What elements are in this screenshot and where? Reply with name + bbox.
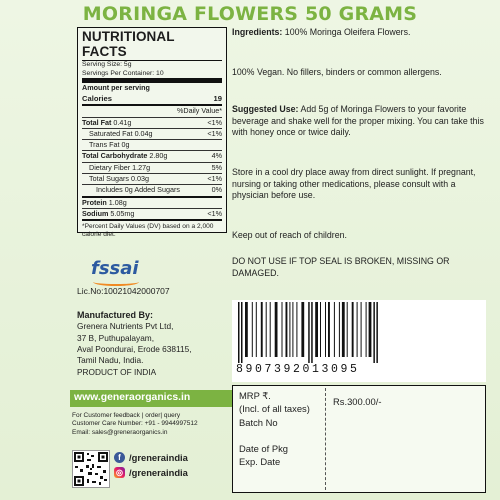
calories-row: Calories 19 — [82, 93, 222, 103]
manufacturer-line: Aval Poondurai, Erode 638115, — [77, 344, 192, 355]
fssai-logo: fssai — [91, 258, 139, 279]
qr-code[interactable] — [72, 450, 110, 488]
website-link[interactable]: www.generaorganics.in — [70, 390, 233, 407]
instagram-handle[interactable] — [114, 467, 188, 478]
instagram-handle-text: /greneraindia — [129, 467, 188, 478]
contact-email: Email: sales@greneraorganics.in — [72, 428, 168, 436]
nutrition-row: Protein 1.08g — [82, 196, 222, 208]
pkg-date-label: Date of Pkg — [239, 443, 288, 454]
nutrition-footnote: *Percent Daily Values (DV) based on a 2,000 calorie diet. — [82, 219, 222, 239]
product-title: MORINGA FLOWERS 50 GRAMS — [82, 3, 418, 25]
batch-label: Batch No — [239, 417, 278, 428]
children-warning: Keep out of reach of children. — [232, 230, 347, 240]
exp-date-label: Exp. Date — [239, 456, 281, 467]
vegan-statement: 100% Vegan. No fillers, binders or common allergens. — [232, 67, 442, 77]
dv-header: %Daily Value* — [176, 106, 222, 116]
serving-size: Serving Size: 5g — [82, 60, 132, 68]
barcode-digits: 8907392013095 — [236, 363, 484, 376]
nutrition-row: Dietary Fiber 1.27g 5% — [82, 162, 222, 173]
servings-per-container: Servings Per Container: 10 — [82, 70, 222, 80]
ingredients: Ingredients: 100% Moringa Oleifera Flowers. — [232, 27, 411, 37]
facebook-icon: f — [114, 452, 125, 463]
mrp-label: MRP ₹. — [239, 390, 271, 401]
nutrition-row: Saturated Fat 0.04g <1% — [82, 128, 222, 139]
mrp-value: Rs.300.00/- — [333, 396, 382, 407]
fssai-license: Lic.No:10021042000707 — [77, 286, 170, 296]
contact-block — [72, 412, 242, 437]
nutrition-row: Includes 0g Added Sugars 0% — [82, 184, 222, 195]
fssai-logo-arc — [93, 278, 139, 286]
seal-warning: DO NOT USE IF TOP SEAL IS BROKEN, MISSING OR DAMAGED. — [232, 256, 450, 278]
nutrition-row: Total Carbohydrate 2.80g 4% — [82, 151, 222, 161]
nutrition-rows — [82, 117, 222, 220]
manufacturer-heading: Manufactured By: — [77, 310, 154, 320]
nutrition-row: Total Fat 0.41g <1% — [82, 117, 222, 127]
manufacturer-block — [77, 309, 237, 378]
storage-instructions: Store in a cool dry place away from direct sunlight. If pregnant, nursing or taking other medications, please consult with a physician before use. — [232, 167, 476, 201]
nutrition-facts-panel — [77, 27, 227, 239]
tax-note: (Incl. of all taxes) — [239, 403, 310, 414]
customer-care-number: Customer Care Number: +91 - 9944997512 — [72, 420, 198, 428]
price-box — [232, 385, 486, 493]
nutrition-row: Total Sugars 0.03g <1% — [82, 173, 222, 184]
facebook-handle-text: /greneraindia — [129, 452, 188, 463]
fssai-block — [77, 258, 227, 300]
nutrition-row: Sodium 5.05mg <1% — [82, 208, 222, 218]
price-box-divider — [325, 388, 326, 490]
manufacturer-line: Tamil Nadu, India. — [77, 355, 144, 366]
amount-per-serving: Amount per serving — [82, 83, 150, 93]
manufacturer-line: 37 B, Puthupalayam, — [77, 332, 155, 343]
facebook-handle[interactable] — [114, 452, 188, 463]
manufacturer-line: PRODUCT OF INDIA — [77, 366, 157, 377]
manufacturer-line: Grenera Nutrients Pvt Ltd, — [77, 321, 174, 332]
nutrition-row: Trans Fat 0g — [82, 139, 222, 150]
suggested-use: Suggested Use: Add 5g of Moringa Flowers to your favorite beverage and shake well for the proper mixing. You can take this with honey once or twice daily. — [232, 104, 484, 138]
nutrition-heading: NUTRITIONAL FACTS — [82, 29, 175, 59]
instagram-icon: ◎ — [114, 467, 125, 478]
contact-feedback: For Customer feedback | order| query — [72, 412, 181, 419]
